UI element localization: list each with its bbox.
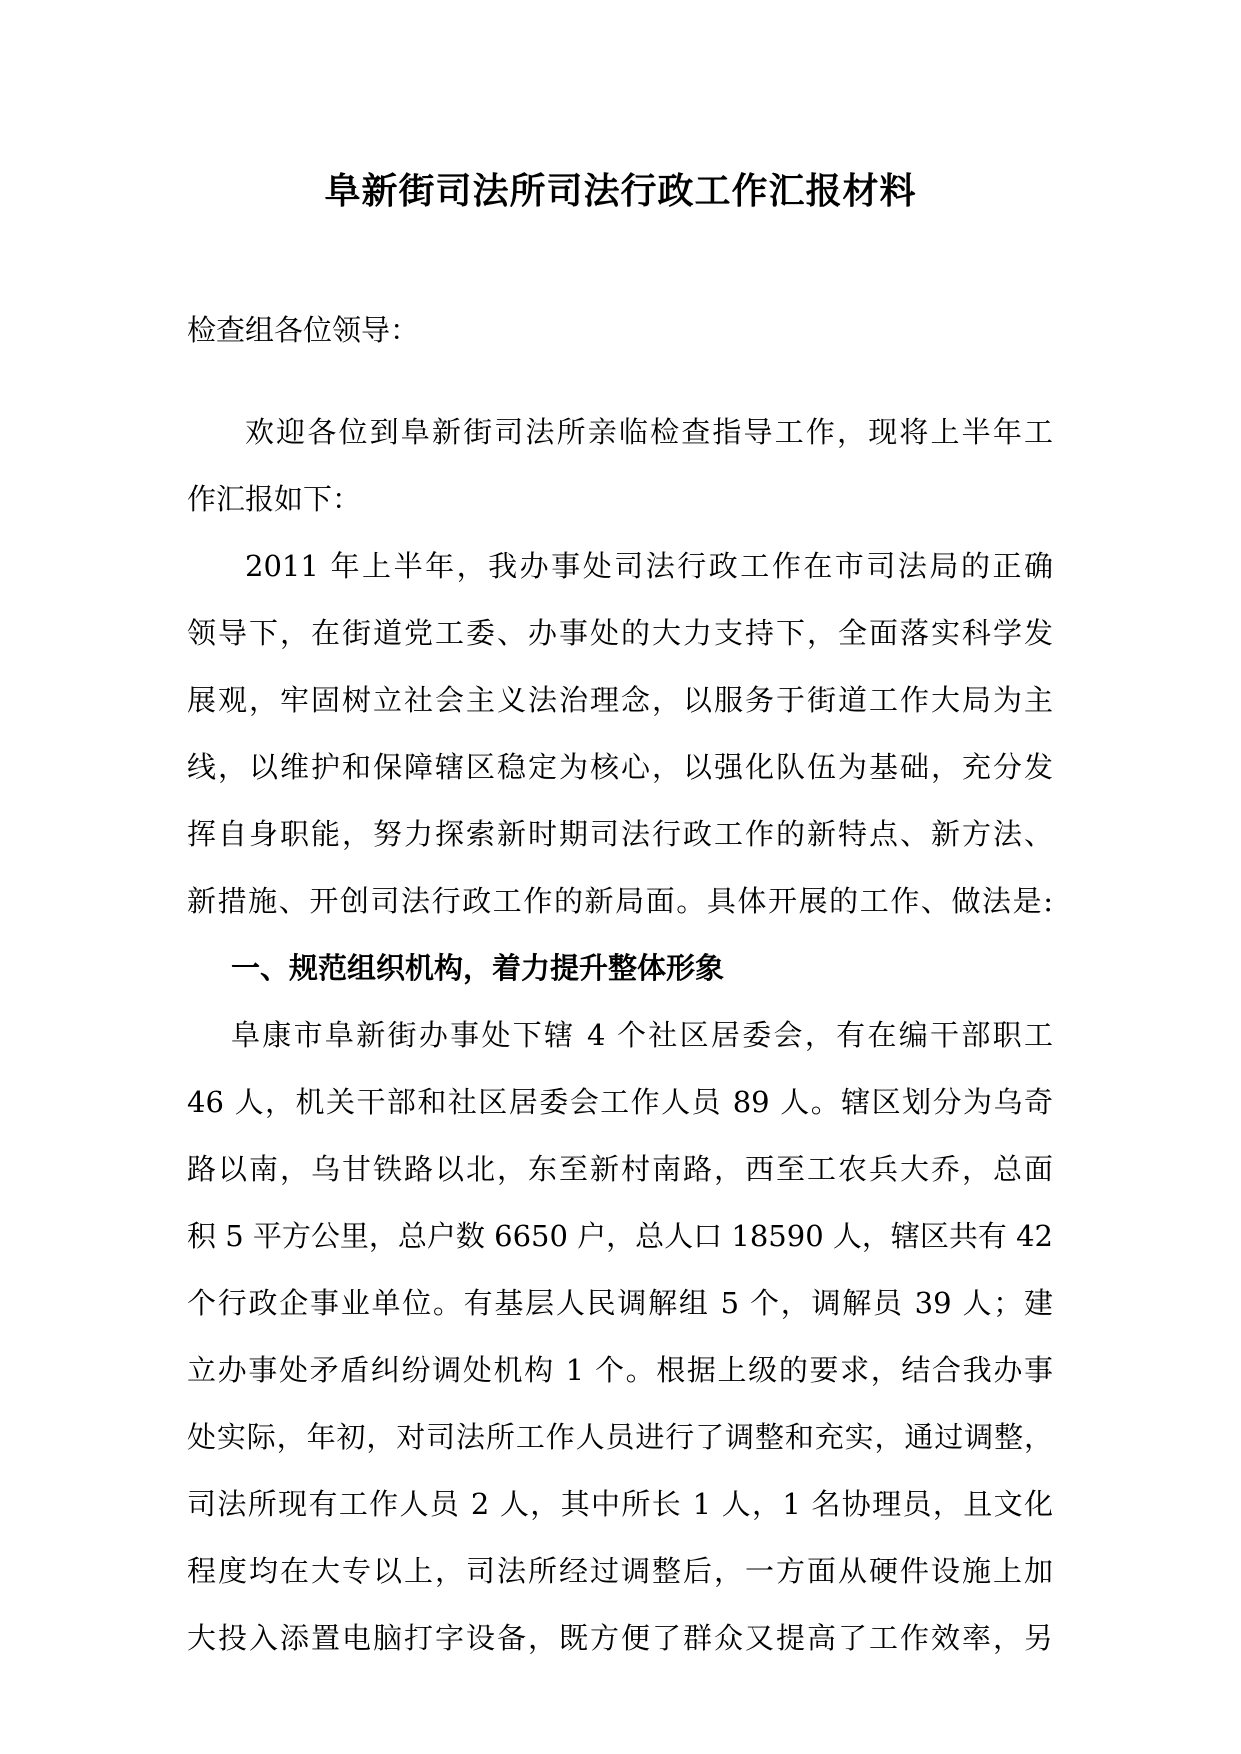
salutation: 检查组各位领导： [187, 313, 420, 347]
paragraph-line: 欢迎各位到阜新街司法所亲临检查指导工作，现将上半年工 [245, 415, 1053, 449]
paragraph-line: 阜康市阜新街办事处下辖 4 个社区居委会，有在编干部职工 [231, 1018, 1053, 1052]
paragraph-line: 积 5 平方公里，总户数 6650 户，总人口 18590 人，辖区共有 42 [187, 1219, 1053, 1253]
spacer [187, 364, 1053, 399]
paragraph-line: 程度均在大专以上，司法所经过调整后，一方面从硬件设施上加 [187, 1554, 1053, 1588]
document-title: 阜新街司法所司法行政工作汇报材料 [324, 171, 917, 212]
paragraph-line: 司法所现有工作人员 2 人，其中所长 1 人，1 名协理员，且文化 [187, 1487, 1053, 1521]
paragraph-line: 2011 年上半年，我办事处司法行政工作在市司法局的正确 [245, 549, 1053, 583]
document-body [187, 297, 1053, 1672]
paragraph-line: 路以南，乌甘铁路以北，东至新村南路，西至工农兵大乔，总面 [187, 1152, 1053, 1186]
paragraph-line: 作汇报如下： [187, 482, 362, 516]
section-heading: 一、规范组织机构，着力提升整体形象 [231, 951, 725, 985]
paragraph-line: 展观，牢固树立社会主义法治理念，以服务于街道工作大局为主 [187, 683, 1053, 717]
paragraph-line: 大投入添置电脑打字设备，既方便了群众又提高了工作效率，另 [187, 1621, 1053, 1655]
paragraph-line: 立办事处矛盾纠纷调处机构 1 个。根据上级的要求，结合我办事 [187, 1353, 1053, 1387]
paragraph-line: 处实际，年初，对司法所工作人员进行了调整和充实，通过调整， [187, 1420, 1053, 1454]
paragraph-line: 挥自身职能，努力探索新时期司法行政工作的新特点、新方法、 [187, 817, 1053, 851]
paragraph-line: 个行政企事业单位。有基层人民调解组 5 个，调解员 39 人；建 [187, 1286, 1053, 1320]
paragraph-line: 领导下，在街道党工委、办事处的大力支持下，全面落实科学发 [187, 616, 1053, 650]
paragraph-line: 线，以维护和保障辖区稳定为核心，以强化队伍为基础，充分发 [187, 750, 1053, 784]
paragraph-line: 新措施、开创司法行政工作的新局面。具体开展的工作、做法是: [187, 884, 1053, 918]
paragraph-line: 46 人，机关干部和社区居委会工作人员 89 人。辖区划分为乌奇 [187, 1085, 1053, 1119]
